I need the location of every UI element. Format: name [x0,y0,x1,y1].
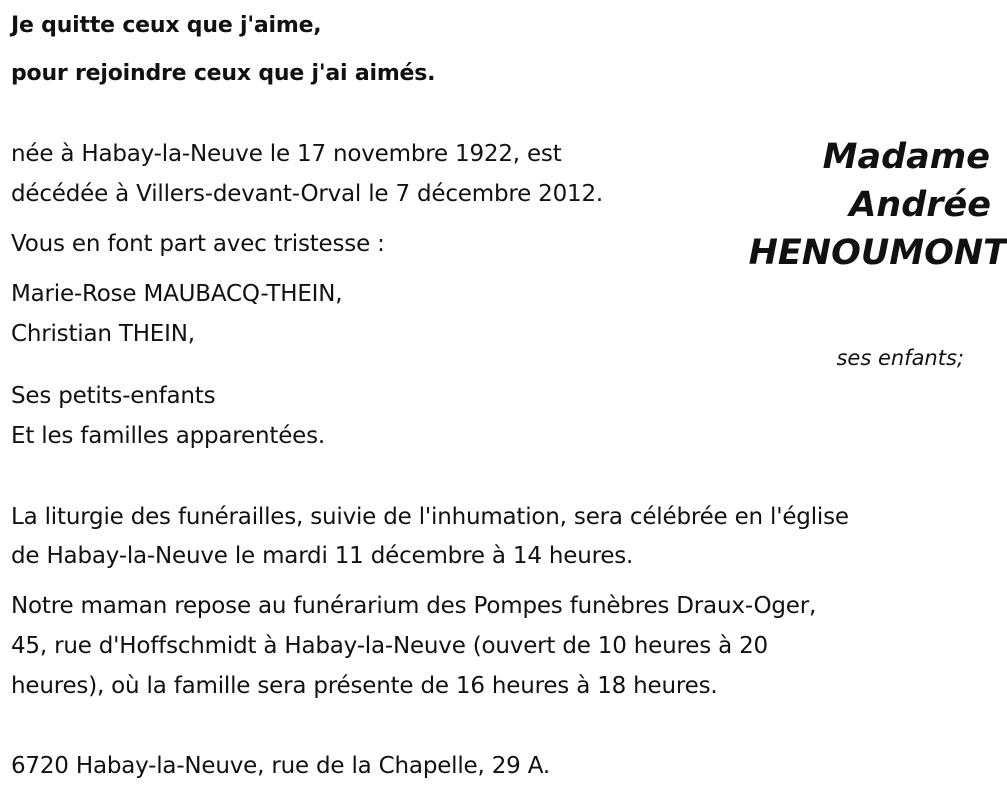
relatives-line: Et les familles apparentées. [11,423,325,449]
funerarium-line-3: heures), où la famille sera présente de 16 heures à 18 heures. [11,673,718,699]
liturgy-line-1: La liturgie des funérailles, suivie de l'inhumation, sera célébrée en l'église [11,504,849,530]
liturgy-line-2: de Habay-la-Neuve le mardi 11 décembre à 14 heures. [11,543,634,569]
death-line: décédée à Villers-devant-Orval le 7 décembre 2012. [11,181,604,207]
epigraph-line-1: Je quitte ceux que j'aime, [11,13,322,38]
grandchildren-line: Ses petits-enfants [11,383,216,409]
birth-line: née à Habay-la-Neuve le 17 novembre 1922, est [11,141,562,167]
funerarium-line-1: Notre maman repose au funérarium des Pompes funèbres Draux-Oger, [11,593,817,619]
children-relation: ses enfants; [836,346,964,370]
announcement-text: Vous en font part avec tristesse : [11,231,385,257]
epigraph-line-2: pour rejoindre ceux que j'ai aimés. [11,61,436,86]
deceased-first-name: Andrée [849,185,991,225]
child-name: Christian THEIN, [11,321,195,347]
child-name: Marie-Rose MAUBACQ-THEIN, [11,281,343,307]
deceased-title: Madame [822,137,990,177]
deceased-last-name: HENOUMONT [748,233,1007,273]
funerarium-line-2: 45, rue d'Hoffschmidt à Habay-la-Neuve (ouvert de 10 heures à 20 [11,633,768,659]
family-address: 6720 Habay-la-Neuve, rue de la Chapelle, 29 A. [11,753,550,779]
